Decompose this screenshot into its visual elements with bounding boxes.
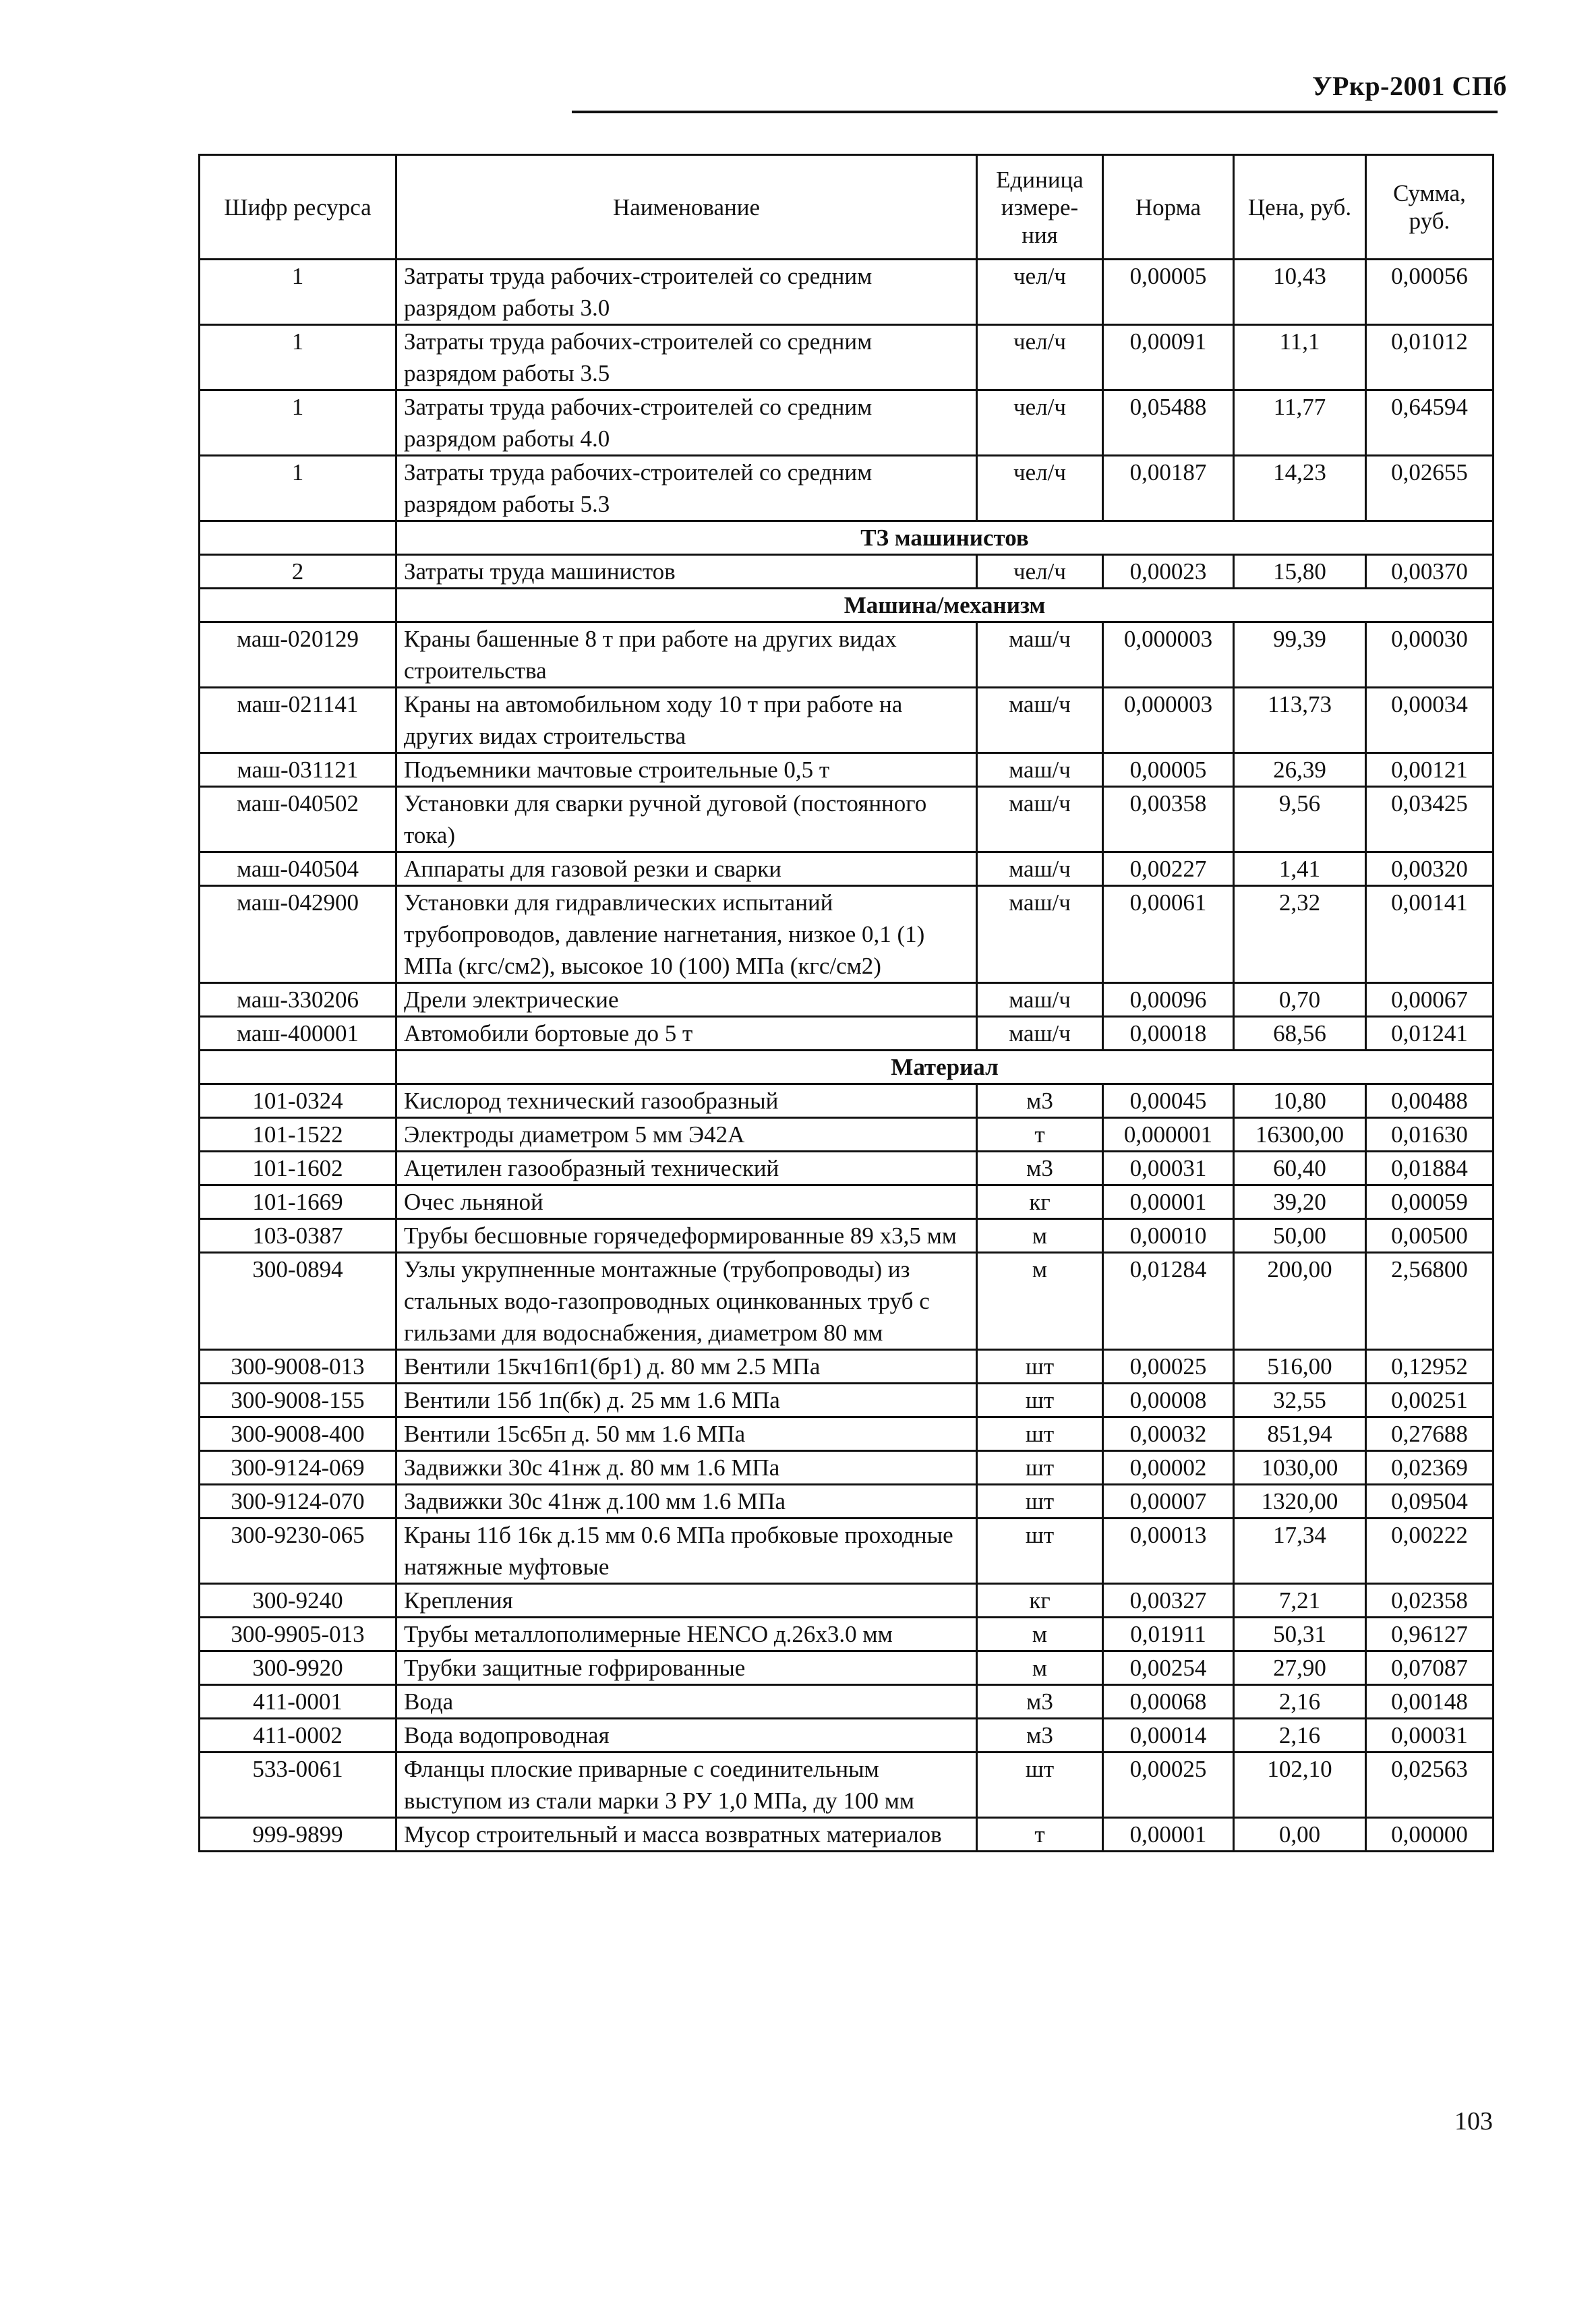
table-row bbox=[200, 1719, 1494, 1752]
section-code-cell bbox=[200, 1051, 396, 1084]
price-cell: 102,10 bbox=[1234, 1752, 1366, 1818]
norm-cell: 0,00358 bbox=[1103, 787, 1234, 852]
table-row bbox=[200, 1152, 1494, 1185]
table-row bbox=[200, 1384, 1494, 1417]
resource-name-cell: Затраты труда машинистов bbox=[396, 555, 977, 589]
resource-name-cell: Ацетилен газообразный технический bbox=[396, 1152, 977, 1185]
unit-cell: м bbox=[977, 1618, 1103, 1651]
sum-cell: 0,00067 bbox=[1366, 983, 1494, 1017]
column-header-code: Шифр ресурса bbox=[200, 155, 396, 260]
unit-cell: чел/ч bbox=[977, 325, 1103, 390]
sum-cell: 0,00320 bbox=[1366, 852, 1494, 886]
unit-cell: чел/ч bbox=[977, 456, 1103, 521]
table-row bbox=[200, 1752, 1494, 1818]
sum-cell: 0,00031 bbox=[1366, 1719, 1494, 1752]
price-cell: 2,16 bbox=[1234, 1685, 1366, 1719]
resource-name-cell: Аппараты для газовой резки и сварки bbox=[396, 852, 977, 886]
price-cell: 17,34 bbox=[1234, 1519, 1366, 1584]
price-cell: 113,73 bbox=[1234, 688, 1366, 753]
table-row bbox=[200, 1219, 1494, 1253]
price-cell: 50,00 bbox=[1234, 1219, 1366, 1253]
sum-cell: 0,12952 bbox=[1366, 1350, 1494, 1384]
sum-cell: 2,56800 bbox=[1366, 1253, 1494, 1350]
sum-cell: 0,00141 bbox=[1366, 886, 1494, 983]
resource-code-cell: 300-9905-013 bbox=[200, 1618, 396, 1651]
price-cell: 50,31 bbox=[1234, 1618, 1366, 1651]
table-row bbox=[200, 1185, 1494, 1219]
resource-code-cell: 101-0324 bbox=[200, 1084, 396, 1118]
norm-cell: 0,00001 bbox=[1103, 1185, 1234, 1219]
price-cell: 15,80 bbox=[1234, 555, 1366, 589]
norm-cell: 0,00254 bbox=[1103, 1651, 1234, 1685]
unit-cell: чел/ч bbox=[977, 260, 1103, 325]
sum-cell: 0,01241 bbox=[1366, 1017, 1494, 1051]
resource-name-cell: Задвижки 30с 41нж д. 80 мм 1.6 МПа bbox=[396, 1451, 977, 1485]
sum-cell: 0,02358 bbox=[1366, 1584, 1494, 1618]
resource-name-cell: Трубы бесшовные горячедеформированные 89 х3,5 мм bbox=[396, 1219, 977, 1253]
unit-cell: шт bbox=[977, 1752, 1103, 1818]
sum-cell: 0,02563 bbox=[1366, 1752, 1494, 1818]
resource-name-cell: Затраты труда рабочих-строителей со средним разрядом работы 5.3 bbox=[396, 456, 977, 521]
unit-cell: шт bbox=[977, 1384, 1103, 1417]
unit-cell: маш/ч bbox=[977, 1017, 1103, 1051]
table-row bbox=[200, 753, 1494, 787]
resource-code-cell: маш-040504 bbox=[200, 852, 396, 886]
price-cell: 2,32 bbox=[1234, 886, 1366, 983]
unit-cell: чел/ч bbox=[977, 555, 1103, 589]
unit-cell: кг bbox=[977, 1584, 1103, 1618]
resource-name-cell: Дрели электрические bbox=[396, 983, 977, 1017]
table-row bbox=[200, 1685, 1494, 1719]
sum-cell: 0,00000 bbox=[1366, 1818, 1494, 1852]
unit-cell: кг bbox=[977, 1185, 1103, 1219]
table-row bbox=[200, 622, 1494, 688]
resource-name-cell: Крепления bbox=[396, 1584, 977, 1618]
unit-cell: м3 bbox=[977, 1719, 1103, 1752]
price-cell: 1,41 bbox=[1234, 852, 1366, 886]
resource-code-cell: маш-400001 bbox=[200, 1017, 396, 1051]
norm-cell: 0,00001 bbox=[1103, 1818, 1234, 1852]
resource-code-cell: 1 bbox=[200, 456, 396, 521]
sum-cell: 0,00056 bbox=[1366, 260, 1494, 325]
resource-code-cell: маш-031121 bbox=[200, 753, 396, 787]
resource-code-cell: 101-1669 bbox=[200, 1185, 396, 1219]
norm-cell: 0,00018 bbox=[1103, 1017, 1234, 1051]
sum-cell: 0,27688 bbox=[1366, 1417, 1494, 1451]
resource-name-cell: Вентили 15кч16п1(бр1) д. 80 мм 2.5 МПа bbox=[396, 1350, 977, 1384]
resource-code-cell: маш-021141 bbox=[200, 688, 396, 753]
resource-name-cell: Краны 11б 16к д.15 мм 0.6 МПа пробковые проходные натяжные муфтовые bbox=[396, 1519, 977, 1584]
table-row bbox=[200, 1584, 1494, 1618]
sum-cell: 0,00121 bbox=[1366, 753, 1494, 787]
price-cell: 200,00 bbox=[1234, 1253, 1366, 1350]
norm-cell: 0,00327 bbox=[1103, 1584, 1234, 1618]
sum-cell: 0,01630 bbox=[1366, 1118, 1494, 1152]
sum-cell: 0,00488 bbox=[1366, 1084, 1494, 1118]
unit-cell: маш/ч bbox=[977, 688, 1103, 753]
table-row bbox=[200, 1118, 1494, 1152]
price-cell: 26,39 bbox=[1234, 753, 1366, 787]
norm-cell: 0,00005 bbox=[1103, 753, 1234, 787]
section-row bbox=[200, 1051, 1494, 1084]
unit-cell: маш/ч bbox=[977, 753, 1103, 787]
norm-cell: 0,00025 bbox=[1103, 1752, 1234, 1818]
section-row bbox=[200, 521, 1494, 555]
price-cell: 10,43 bbox=[1234, 260, 1366, 325]
price-cell: 11,1 bbox=[1234, 325, 1366, 390]
norm-cell: 0,01284 bbox=[1103, 1253, 1234, 1350]
price-cell: 1320,00 bbox=[1234, 1485, 1366, 1519]
norm-cell: 0,00068 bbox=[1103, 1685, 1234, 1719]
unit-cell: шт bbox=[977, 1485, 1103, 1519]
resource-name-cell: Фланцы плоские приварные с соединительным выступом из стали марки 3 РУ 1,0 МПа, ду 100 мм bbox=[396, 1752, 977, 1818]
norm-cell: 0,00032 bbox=[1103, 1417, 1234, 1451]
table-row bbox=[200, 456, 1494, 521]
resource-name-cell: Вентили 15б 1п(бк) д. 25 мм 1.6 МПа bbox=[396, 1384, 977, 1417]
price-cell: 14,23 bbox=[1234, 456, 1366, 521]
price-cell: 10,80 bbox=[1234, 1084, 1366, 1118]
table-row bbox=[200, 260, 1494, 325]
resource-code-cell: 411-0002 bbox=[200, 1719, 396, 1752]
table-row bbox=[200, 1818, 1494, 1852]
sum-cell: 0,02655 bbox=[1366, 456, 1494, 521]
column-header-unit: Единица измере-ния bbox=[977, 155, 1103, 260]
resource-name-cell: Установки для сварки ручной дуговой (постоянного тока) bbox=[396, 787, 977, 852]
sum-cell: 0,00034 bbox=[1366, 688, 1494, 753]
price-cell: 0,70 bbox=[1234, 983, 1366, 1017]
column-header-name: Наименование bbox=[396, 155, 977, 260]
table-row bbox=[200, 325, 1494, 390]
table-row bbox=[200, 1084, 1494, 1118]
price-cell: 11,77 bbox=[1234, 390, 1366, 456]
resource-code-cell: 300-9008-155 bbox=[200, 1384, 396, 1417]
resource-name-cell: Вода bbox=[396, 1685, 977, 1719]
price-cell: 16300,00 bbox=[1234, 1118, 1366, 1152]
unit-cell: м bbox=[977, 1219, 1103, 1253]
price-cell: 32,55 bbox=[1234, 1384, 1366, 1417]
sum-cell: 0,00222 bbox=[1366, 1519, 1494, 1584]
table-row bbox=[200, 688, 1494, 753]
sum-cell: 0,00030 bbox=[1366, 622, 1494, 688]
resource-name-cell: Автомобили бортовые до 5 т bbox=[396, 1017, 977, 1051]
unit-cell: м3 bbox=[977, 1084, 1103, 1118]
table-row bbox=[200, 390, 1494, 456]
unit-cell: м3 bbox=[977, 1152, 1103, 1185]
resource-code-cell: 300-9240 bbox=[200, 1584, 396, 1618]
section-row bbox=[200, 589, 1494, 622]
resource-code-cell: 300-9920 bbox=[200, 1651, 396, 1685]
sum-cell: 0,00059 bbox=[1366, 1185, 1494, 1219]
norm-cell: 0,00013 bbox=[1103, 1519, 1234, 1584]
section-title: Машина/механизм bbox=[396, 589, 1494, 622]
resource-name-cell: Вода водопроводная bbox=[396, 1719, 977, 1752]
table-row bbox=[200, 852, 1494, 886]
table-row bbox=[200, 1519, 1494, 1584]
resource-table bbox=[198, 154, 1494, 1852]
sum-cell: 0,00370 bbox=[1366, 555, 1494, 589]
price-cell: 27,90 bbox=[1234, 1651, 1366, 1685]
unit-cell: шт bbox=[977, 1451, 1103, 1485]
resource-code-cell: 1 bbox=[200, 260, 396, 325]
sum-cell: 0,09504 bbox=[1366, 1485, 1494, 1519]
price-cell: 851,94 bbox=[1234, 1417, 1366, 1451]
resource-code-cell: маш-330206 bbox=[200, 983, 396, 1017]
norm-cell: 0,00031 bbox=[1103, 1152, 1234, 1185]
table-header-row bbox=[200, 155, 1494, 260]
resource-name-cell: Трубы металлополимерные HENCO д.26х3.0 мм bbox=[396, 1618, 977, 1651]
table-row bbox=[200, 1017, 1494, 1051]
unit-cell: м bbox=[977, 1651, 1103, 1685]
resource-code-cell: 999-9899 bbox=[200, 1818, 396, 1852]
price-cell: 0,00 bbox=[1234, 1818, 1366, 1852]
section-title: ТЗ машинистов bbox=[396, 521, 1494, 555]
unit-cell: т bbox=[977, 1818, 1103, 1852]
norm-cell: 0,00025 bbox=[1103, 1350, 1234, 1384]
norm-cell: 0,00005 bbox=[1103, 260, 1234, 325]
sum-cell: 0,00500 bbox=[1366, 1219, 1494, 1253]
norm-cell: 0,01911 bbox=[1103, 1618, 1234, 1651]
unit-cell: шт bbox=[977, 1350, 1103, 1384]
resource-code-cell: 300-9124-070 bbox=[200, 1485, 396, 1519]
resource-name-cell: Краны башенные 8 т при работе на других видах строительства bbox=[396, 622, 977, 688]
column-header-norm: Норма bbox=[1103, 155, 1234, 260]
unit-cell: маш/ч bbox=[977, 622, 1103, 688]
resource-code-cell: 103-0387 bbox=[200, 1219, 396, 1253]
resource-name-cell: Узлы укрупненные монтажные (трубопроводы) из стальных водо-газопроводных оцинкованных труб с гильзами для водоснабжения, диаметром 80 мм bbox=[396, 1253, 977, 1350]
section-title: Материал bbox=[396, 1051, 1494, 1084]
resource-code-cell: 2 bbox=[200, 555, 396, 589]
resource-code-cell: 300-9008-400 bbox=[200, 1417, 396, 1451]
price-cell: 9,56 bbox=[1234, 787, 1366, 852]
norm-cell: 0,000001 bbox=[1103, 1118, 1234, 1152]
sum-cell: 0,00251 bbox=[1366, 1384, 1494, 1417]
unit-cell: чел/ч bbox=[977, 390, 1103, 456]
price-cell: 516,00 bbox=[1234, 1350, 1366, 1384]
norm-cell: 0,00023 bbox=[1103, 555, 1234, 589]
table-row bbox=[200, 1618, 1494, 1651]
table-row bbox=[200, 1350, 1494, 1384]
resource-code-cell: 101-1602 bbox=[200, 1152, 396, 1185]
document-code: УРкр-2001 СПб bbox=[1312, 71, 1507, 101]
resource-name-cell: Вентили 15с65п д. 50 мм 1.6 МПа bbox=[396, 1417, 977, 1451]
resource-code-cell: 1 bbox=[200, 390, 396, 456]
table-row bbox=[200, 1651, 1494, 1685]
sum-cell: 0,64594 bbox=[1366, 390, 1494, 456]
table-row bbox=[200, 787, 1494, 852]
table-row bbox=[200, 983, 1494, 1017]
resource-name-cell: Краны на автомобильном ходу 10 т при работе на других видах строительства bbox=[396, 688, 977, 753]
price-cell: 99,39 bbox=[1234, 622, 1366, 688]
resource-code-cell: 300-9008-013 bbox=[200, 1350, 396, 1384]
section-code-cell bbox=[200, 521, 396, 555]
sum-cell: 0,96127 bbox=[1366, 1618, 1494, 1651]
column-header-sum: Сумма, руб. bbox=[1366, 155, 1494, 260]
resource-name-cell: Мусор строительный и масса возвратных материалов bbox=[396, 1818, 977, 1852]
table-row bbox=[200, 1417, 1494, 1451]
table-row bbox=[200, 1253, 1494, 1350]
price-cell: 1030,00 bbox=[1234, 1451, 1366, 1485]
resource-name-cell: Кислород технический газообразный bbox=[396, 1084, 977, 1118]
resource-code-cell: маш-020129 bbox=[200, 622, 396, 688]
resource-code-cell: 300-9124-069 bbox=[200, 1451, 396, 1485]
price-cell: 2,16 bbox=[1234, 1719, 1366, 1752]
table-row bbox=[200, 886, 1494, 983]
section-code-cell bbox=[200, 589, 396, 622]
sum-cell: 0,01884 bbox=[1366, 1152, 1494, 1185]
resource-name-cell: Установки для гидравлических испытаний трубопроводов, давление нагнетания, низкое 0,1 (1) МПа (кгс/см2), высокое 10 (100) МПа (кгс/см2) bbox=[396, 886, 977, 983]
norm-cell: 0,000003 bbox=[1103, 688, 1234, 753]
resource-name-cell: Трубки защитные гофрированные bbox=[396, 1651, 977, 1685]
unit-cell: шт bbox=[977, 1417, 1103, 1451]
norm-cell: 0,00045 bbox=[1103, 1084, 1234, 1118]
resource-code-cell: маш-042900 bbox=[200, 886, 396, 983]
sum-cell: 0,02369 bbox=[1366, 1451, 1494, 1485]
norm-cell: 0,00002 bbox=[1103, 1451, 1234, 1485]
resource-name-cell: Очес льняной bbox=[396, 1185, 977, 1219]
unit-cell: маш/ч bbox=[977, 787, 1103, 852]
norm-cell: 0,00227 bbox=[1103, 852, 1234, 886]
unit-cell: маш/ч bbox=[977, 886, 1103, 983]
norm-cell: 0,00061 bbox=[1103, 886, 1234, 983]
unit-cell: м3 bbox=[977, 1685, 1103, 1719]
norm-cell: 0,05488 bbox=[1103, 390, 1234, 456]
header-rule bbox=[572, 111, 1498, 113]
sum-cell: 0,00148 bbox=[1366, 1685, 1494, 1719]
resource-name-cell: Подъемники мачтовые строительные 0,5 т bbox=[396, 753, 977, 787]
resource-name-cell: Задвижки 30с 41нж д.100 мм 1.6 МПа bbox=[396, 1485, 977, 1519]
resource-code-cell: 101-1522 bbox=[200, 1118, 396, 1152]
table-row bbox=[200, 1451, 1494, 1485]
norm-cell: 0,000003 bbox=[1103, 622, 1234, 688]
norm-cell: 0,00014 bbox=[1103, 1719, 1234, 1752]
resource-code-cell: 533-0061 bbox=[200, 1752, 396, 1818]
resource-name-cell: Затраты труда рабочих-строителей со средним разрядом работы 4.0 bbox=[396, 390, 977, 456]
resource-name-cell: Затраты труда рабочих-строителей со средним разрядом работы 3.5 bbox=[396, 325, 977, 390]
unit-cell: м bbox=[977, 1253, 1103, 1350]
norm-cell: 0,00007 bbox=[1103, 1485, 1234, 1519]
sum-cell: 0,03425 bbox=[1366, 787, 1494, 852]
norm-cell: 0,00187 bbox=[1103, 456, 1234, 521]
norm-cell: 0,00096 bbox=[1103, 983, 1234, 1017]
unit-cell: маш/ч bbox=[977, 983, 1103, 1017]
resource-name-cell: Электроды диаметром 5 мм Э42А bbox=[396, 1118, 977, 1152]
resource-code-cell: 411-0001 bbox=[200, 1685, 396, 1719]
norm-cell: 0,00010 bbox=[1103, 1219, 1234, 1253]
price-cell: 68,56 bbox=[1234, 1017, 1366, 1051]
resource-code-cell: 300-9230-065 bbox=[200, 1519, 396, 1584]
unit-cell: шт bbox=[977, 1519, 1103, 1584]
table-row bbox=[200, 1485, 1494, 1519]
resource-code-cell: маш-040502 bbox=[200, 787, 396, 852]
resource-code-cell: 300-0894 bbox=[200, 1253, 396, 1350]
norm-cell: 0,00008 bbox=[1103, 1384, 1234, 1417]
resource-name-cell: Затраты труда рабочих-строителей со средним разрядом работы 3.0 bbox=[396, 260, 977, 325]
price-cell: 39,20 bbox=[1234, 1185, 1366, 1219]
sum-cell: 0,07087 bbox=[1366, 1651, 1494, 1685]
sum-cell: 0,01012 bbox=[1366, 325, 1494, 390]
price-cell: 60,40 bbox=[1234, 1152, 1366, 1185]
page-number: 103 bbox=[1454, 2107, 1493, 2135]
column-header-price: Цена, руб. bbox=[1234, 155, 1366, 260]
unit-cell: маш/ч bbox=[977, 852, 1103, 886]
price-cell: 7,21 bbox=[1234, 1584, 1366, 1618]
norm-cell: 0,00091 bbox=[1103, 325, 1234, 390]
table-row bbox=[200, 555, 1494, 589]
unit-cell: т bbox=[977, 1118, 1103, 1152]
table-body bbox=[200, 260, 1494, 1852]
resource-code-cell: 1 bbox=[200, 325, 396, 390]
